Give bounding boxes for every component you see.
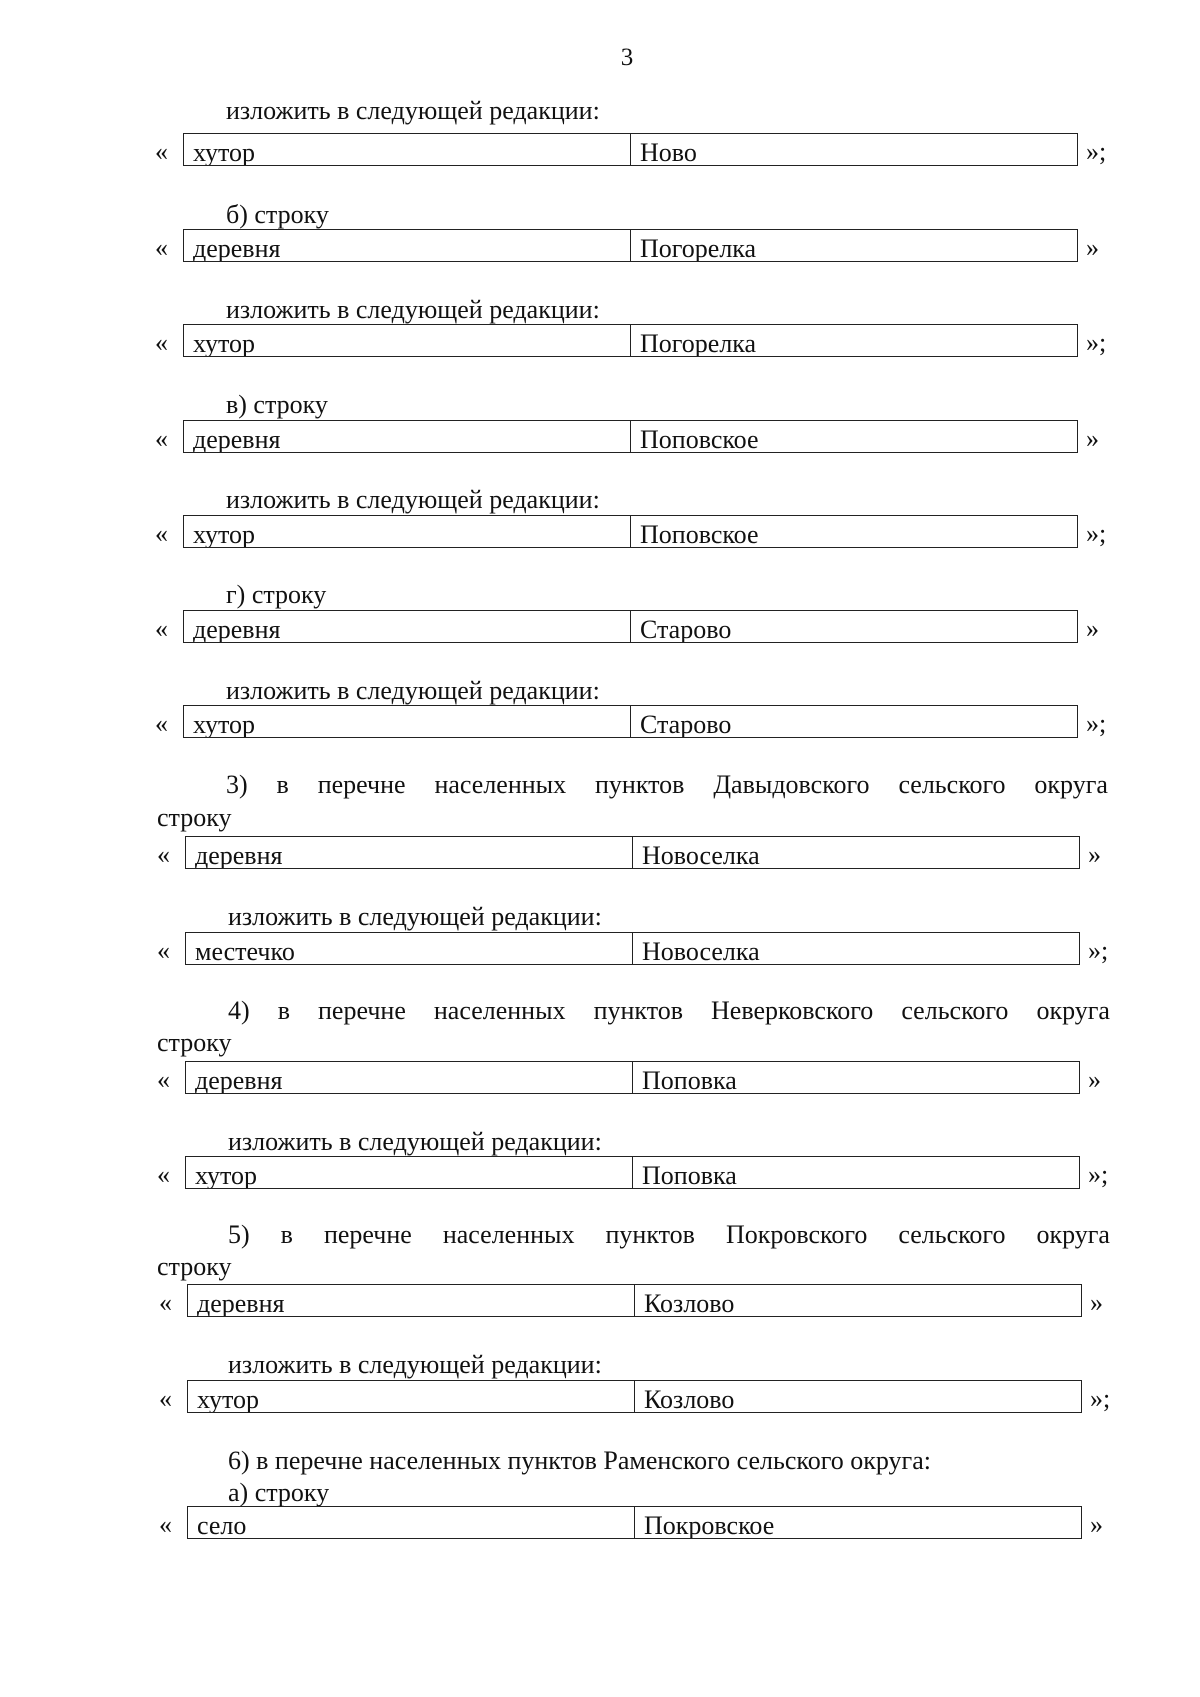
word: округа — [1036, 996, 1110, 1025]
block-label: в) строку — [226, 390, 328, 419]
quote-open: « — [157, 840, 170, 869]
settlement-type-cell: хутор — [184, 706, 631, 737]
quote-open: « — [155, 424, 168, 453]
block-label: б) строку — [226, 200, 329, 229]
settlement-name-cell: Ново — [640, 138, 697, 165]
quote-open: « — [155, 328, 168, 357]
settlement-type-cell: хутор — [186, 1157, 633, 1188]
quote-close: » — [1088, 1065, 1101, 1094]
quote-close: » — [1086, 614, 1099, 643]
settlement-type-cell: деревня — [184, 611, 631, 642]
quote-close: »; — [1086, 137, 1107, 166]
word: Покровского — [725, 1220, 868, 1249]
settlement-name-cell: Козлово — [644, 1289, 735, 1316]
settlement-table-row — [185, 1156, 1080, 1189]
word: населенных — [442, 1220, 575, 1249]
word: пунктов — [593, 996, 683, 1025]
quote-open: « — [155, 709, 168, 738]
quote-open: « — [157, 1160, 170, 1189]
settlement-name-cell: Погорелка — [640, 234, 757, 261]
block-label: 6) в перечне населенных пунктов Раменского сельского округа: — [228, 1446, 931, 1475]
quote-open: « — [155, 614, 168, 643]
quote-open: « — [155, 519, 168, 548]
settlement-name-cell: Старово — [640, 615, 732, 642]
block-label: изложить в следующей редакции: — [226, 295, 600, 324]
settlement-table-row — [185, 836, 1080, 869]
settlement-name-cell: Новоселка — [642, 937, 760, 964]
settlement-type-cell: местечко — [186, 933, 633, 964]
settlement-name-cell: Погорелка — [640, 329, 757, 356]
settlement-table-row — [185, 932, 1080, 965]
quote-close: » — [1086, 233, 1099, 262]
word: в — [277, 996, 290, 1025]
quote-close: »; — [1086, 519, 1107, 548]
settlement-type-cell: хутор — [184, 325, 631, 356]
settlement-type-cell: село — [188, 1507, 635, 1538]
settlement-table-row — [185, 1061, 1080, 1094]
paragraph-first-line — [226, 770, 1108, 800]
quote-close: » — [1090, 1288, 1103, 1317]
block-label: изложить в следующей редакции: — [228, 902, 602, 931]
word: в — [280, 1220, 293, 1249]
settlement-table-row — [183, 610, 1078, 643]
quote-open: « — [159, 1384, 172, 1413]
settlement-table-row — [183, 133, 1078, 166]
quote-close: »; — [1088, 936, 1109, 965]
quote-open: « — [159, 1510, 172, 1539]
settlement-table-row — [187, 1506, 1082, 1539]
settlement-type-cell: хутор — [188, 1381, 635, 1412]
block-sub-label: а) строку — [228, 1478, 330, 1507]
word: Неверковского — [711, 996, 874, 1025]
paragraph-continuation: строку — [157, 803, 232, 832]
word: населенных — [433, 996, 566, 1025]
paragraph-continuation: строку — [157, 1028, 232, 1057]
settlement-type-cell: деревня — [184, 421, 631, 452]
quote-close: » — [1086, 424, 1099, 453]
word: сельского — [901, 996, 1009, 1025]
block-label: изложить в следующей редакции: — [228, 1127, 602, 1156]
settlement-name-cell: Старово — [640, 710, 732, 737]
settlement-table-row — [183, 705, 1078, 738]
quote-close: » — [1088, 840, 1101, 869]
word: населенных — [434, 770, 567, 799]
word: перечне — [317, 996, 406, 1025]
settlement-type-cell: деревня — [186, 837, 633, 868]
word: пунктов — [595, 770, 685, 799]
settlement-name-cell: Поповка — [642, 1161, 737, 1188]
word: 3) — [226, 770, 248, 799]
word: перечне — [317, 770, 406, 799]
quote-open: « — [157, 1065, 170, 1094]
settlement-name-cell: Новоселка — [642, 841, 760, 868]
settlement-table-row — [187, 1380, 1082, 1413]
block-label: г) строку — [226, 580, 327, 609]
settlement-type-cell: деревня — [188, 1285, 635, 1316]
settlement-name-cell: Покровское — [644, 1511, 775, 1538]
settlement-type-cell: хутор — [184, 516, 631, 547]
quote-open: « — [155, 137, 168, 166]
settlement-type-cell: деревня — [184, 230, 631, 261]
quote-close: »; — [1088, 1160, 1109, 1189]
settlement-table-row — [187, 1284, 1082, 1317]
settlement-type-cell: деревня — [186, 1062, 633, 1093]
word: округа — [1034, 770, 1108, 799]
word: сельского — [898, 1220, 1006, 1249]
paragraph-continuation: строку — [157, 1252, 232, 1281]
settlement-table-row — [183, 324, 1078, 357]
page-number: 3 — [620, 44, 634, 71]
paragraph-first-line — [228, 1220, 1110, 1250]
word: пунктов — [605, 1220, 695, 1249]
settlement-table-row — [183, 229, 1078, 262]
quote-open: « — [157, 936, 170, 965]
settlement-table-row — [183, 420, 1078, 453]
settlement-type-cell: хутор — [184, 134, 631, 165]
quote-open: « — [159, 1288, 172, 1317]
word: округа — [1036, 1220, 1110, 1249]
quote-close: » — [1090, 1510, 1103, 1539]
settlement-name-cell: Поповка — [642, 1066, 737, 1093]
word: сельского — [898, 770, 1006, 799]
block-label: изложить в следующей редакции: — [228, 1350, 602, 1379]
paragraph-first-line — [228, 996, 1110, 1026]
word: в — [276, 770, 289, 799]
word: перечне — [323, 1220, 412, 1249]
quote-close: »; — [1086, 709, 1107, 738]
quote-close: »; — [1086, 328, 1107, 357]
settlement-name-cell: Поповское — [640, 425, 759, 452]
block-label: изложить в следующей редакции: — [226, 96, 600, 125]
settlement-table-row — [183, 515, 1078, 548]
word: Давыдовского — [713, 770, 870, 799]
settlement-name-cell: Поповское — [640, 520, 759, 547]
word: 5) — [228, 1220, 250, 1249]
block-label: изложить в следующей редакции: — [226, 485, 600, 514]
quote-close: »; — [1090, 1384, 1111, 1413]
quote-open: « — [155, 233, 168, 262]
word: 4) — [228, 996, 250, 1025]
settlement-name-cell: Козлово — [644, 1385, 735, 1412]
block-label: изложить в следующей редакции: — [226, 676, 600, 705]
